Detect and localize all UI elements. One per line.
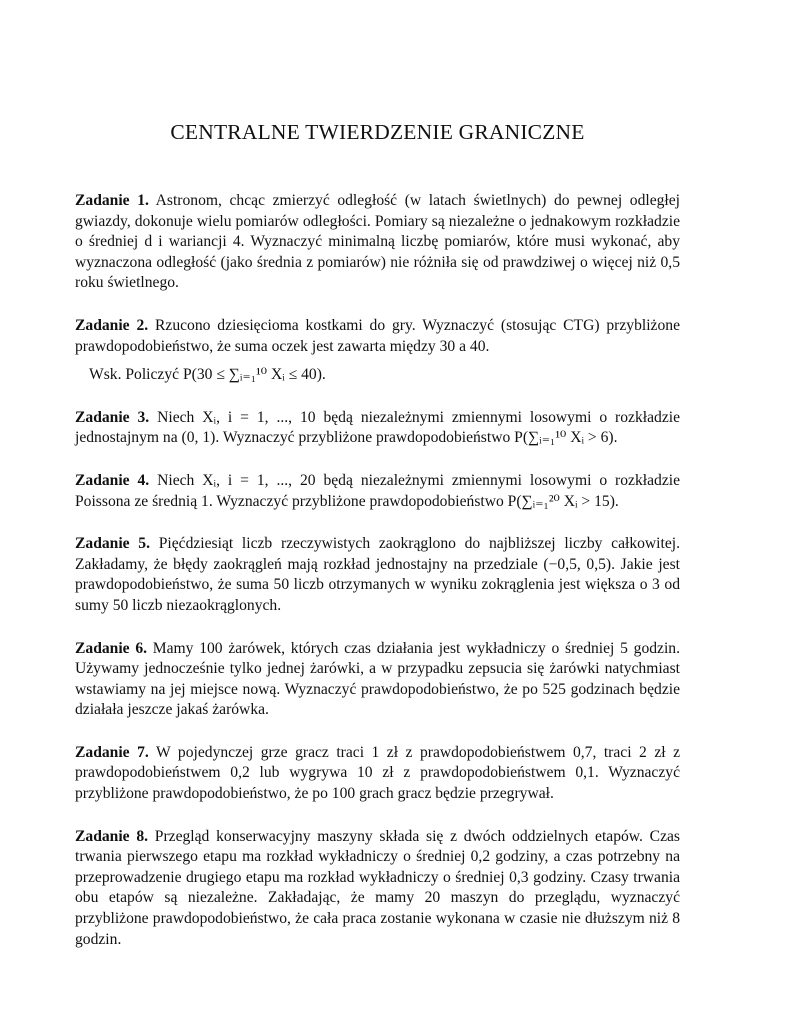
task-8-text: Przegląd konserwacyjny maszyny składa się z dwóch oddzielnych etapów. Czas trwania pierwszego etapu ma rozkład wykładniczy o średniej 0,2 godziny, a czas potrzebny na przeprowadzenie drugiego etapu ma rozkład wykładniczy o średniej 0,3 godziny. Czasy trwania obu etapów są niezależne. Zakładając, że mamy 20 maszyn do przeglądu, wyznaczyć przybliżone prawdopodobieństwo, że cała praca zostanie wykonana w czasie nie dłuższym niż 8 godzin. xyxy=(75,827,680,948)
task-1-text: Astronom, chcąc zmierzyć odległość (w latach świetlnych) do pewnej odległej gwiazdy, dokonuje wielu pomiarów odległości. Pomiary są niezależne o jednakowym rozkładzie o średniej d i wariancji 4. Wyznaczyć minimalną liczbę pomiarów, które musi wykonać, aby wyznaczona odległość (jako średnia z pomiarów) nie różniła się od prawdziwej o więcej niż 0,5 roku świetlnego. xyxy=(75,192,680,292)
task-6-label: Zadanie 6. xyxy=(75,639,148,657)
task-7-text: W pojedynczej grze gracz traci 1 zł z prawdopodobieństwem 0,7, traci 2 zł z prawdopodobieństwem 0,2 lub wygrywa 10 zł z prawdopodobieństwem 0,1. Wyznaczyć przybliżone prawdopodobieństwo, że po 100 grach gracz będzie przegrywał. xyxy=(75,743,680,803)
page-title: CENTRALNE TWIERDZENIE GRANICZNE xyxy=(170,120,585,144)
task-8 xyxy=(75,827,680,951)
task-5-text: Pięćdziesiąt liczb rzeczywistych zaokrąglono do najbliższej liczby całkowitej. Zakładamy, że błędy zaokrągleń mają rozkład jednostajny na przedziale (−0,5, 0,5). Jakie jest prawdopodobieństwo, że suma 50 liczb otrzymanych w wyniku zokrąglenia jest większa o 3 od sumy 50 liczb niezaokrąglonych. xyxy=(75,535,680,614)
task-1-label: Zadanie 1. xyxy=(75,192,149,209)
task-6 xyxy=(75,639,680,721)
task-2-label: Zadanie 2. xyxy=(75,316,149,334)
task-7 xyxy=(75,743,680,805)
task-6-text: Mamy 100 żarówek, których czas działania jest wykładniczy o średniej 5 godzin. Używamy jednocześnie tylko jednej żarówki, a w przypadku zepsucia się żarówki natychmiast wstawiamy na jej miejsce nową. Wyznaczyć prawdopodobieństwo, że po 525 godzinach będzie działała jeszcze jakaś żarówka. xyxy=(75,639,680,719)
task-3-label: Zadanie 3. xyxy=(75,408,150,426)
task-4-label: Zadanie 4. xyxy=(75,471,150,489)
task-1 xyxy=(75,191,680,294)
task-2 xyxy=(75,316,680,357)
document-page xyxy=(75,0,680,950)
task-2-text: Rzucono dziesięcioma kostkami do gry. Wyznaczyć (stosując CTG) przybliżone prawdopodobieństwo, że suma oczek jest zawarta między 30 a 40. xyxy=(75,316,680,355)
task-4 xyxy=(75,471,680,512)
task-5-label: Zadanie 5. xyxy=(75,535,151,553)
task-7-label: Zadanie 7. xyxy=(75,743,149,761)
task-3 xyxy=(75,408,680,449)
task-2-hint: Wsk. Policzyć P(30 ≤ ∑ᵢ₌₁¹⁰ Xᵢ ≤ 40). xyxy=(89,366,326,384)
task-8-label: Zadanie 8. xyxy=(75,827,149,845)
task-4-text: Niech Xᵢ, i = 1, ..., 20 będą niezależnymi zmiennymi losowymi o rozkładzie Poissona ze średnią 1. Wyznaczyć przybliżone prawdopodobieństwo P(∑ᵢ₌₁²⁰ Xᵢ > 15). xyxy=(75,471,680,510)
task-5 xyxy=(75,534,680,616)
task-3-text: Niech Xᵢ, i = 1, ..., 10 będą niezależnymi zmiennymi losowymi o rozkładzie jednostajnym na (0, 1). Wyznaczyć przybliżone prawdopodobieństwo P(∑ᵢ₌₁¹⁰ Xᵢ > 6). xyxy=(75,408,680,447)
